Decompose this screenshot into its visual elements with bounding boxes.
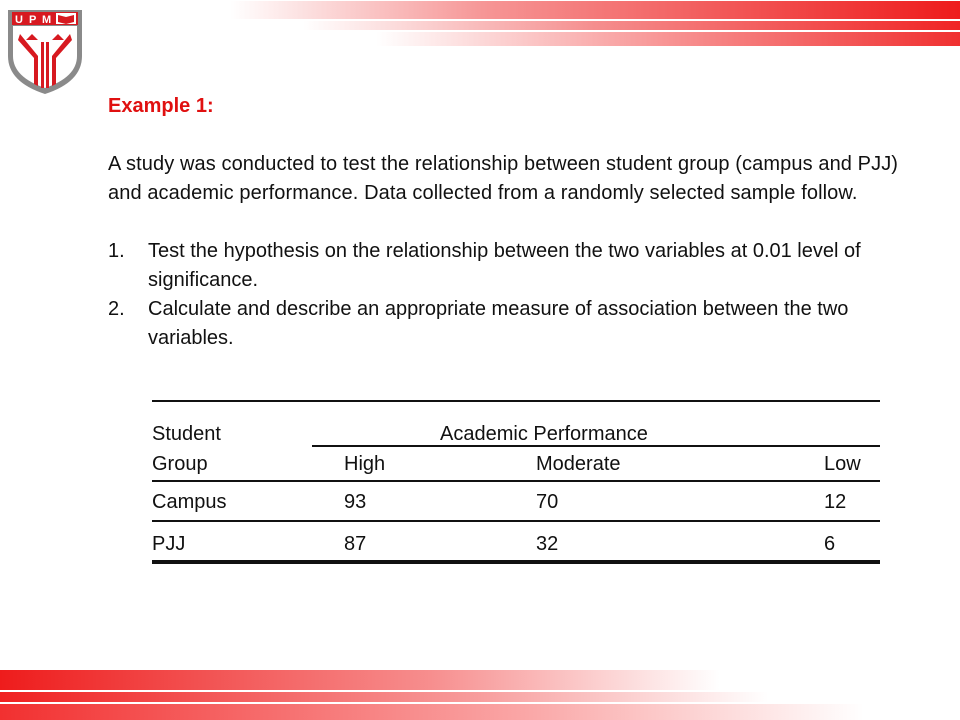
- top-stripe: [230, 21, 960, 30]
- data-table: [152, 400, 880, 566]
- table-cell: 87: [344, 533, 367, 555]
- svg-text:U: U: [15, 14, 23, 26]
- task-number: 2.: [108, 298, 125, 320]
- upm-logo: [4, 4, 86, 96]
- table-bottom-rule: [152, 560, 880, 564]
- task-item: [108, 237, 908, 295]
- header-bottom-rule: [152, 480, 880, 482]
- header-student: Student: [152, 423, 221, 445]
- column-header-moderate: Moderate: [536, 453, 621, 475]
- bottom-stripe: [0, 670, 960, 690]
- top-stripe: [230, 32, 960, 46]
- column-header-low: Low: [824, 453, 861, 475]
- table-top-rule: [152, 400, 880, 402]
- top-decorative-band: [230, 0, 960, 48]
- header-group: Group: [152, 453, 208, 475]
- table-cell: 6: [824, 533, 836, 555]
- svg-text:M: M: [42, 14, 52, 26]
- header-academic-performance: Academic Performance: [440, 423, 648, 445]
- task-item: [108, 295, 908, 353]
- header-group-rule: [312, 445, 880, 447]
- table-cell: 93: [344, 491, 367, 513]
- top-stripe: [230, 1, 960, 19]
- task-text: Calculate and describe an appropriate measure of association between the two variables.: [148, 298, 849, 349]
- svg-text:P: P: [29, 14, 37, 26]
- table-cell: 12: [824, 491, 847, 513]
- row-label-pjj: PJJ: [152, 533, 186, 555]
- column-header-high: High: [344, 453, 386, 475]
- task-text: Test the hypothesis on the relationship between the two variables at 0.01 level of significance.: [148, 240, 861, 291]
- bottom-stripe: [0, 704, 960, 720]
- table-cell: 70: [536, 491, 559, 513]
- bottom-stripe: [0, 692, 960, 702]
- slide-content: [108, 92, 908, 353]
- task-list: [108, 237, 908, 353]
- problem-statement: A study was conducted to test the relationship between student group (campus and PJJ) and academic performance. Data collected from a randomly selected sample follow.: [108, 153, 899, 204]
- row-label-campus: Campus: [152, 491, 227, 513]
- bottom-decorative-band: [0, 670, 960, 720]
- row-divider: [152, 520, 880, 522]
- task-number: 1.: [108, 240, 125, 262]
- table-cell: 32: [536, 533, 559, 555]
- slide-heading: Example 1:: [108, 95, 214, 117]
